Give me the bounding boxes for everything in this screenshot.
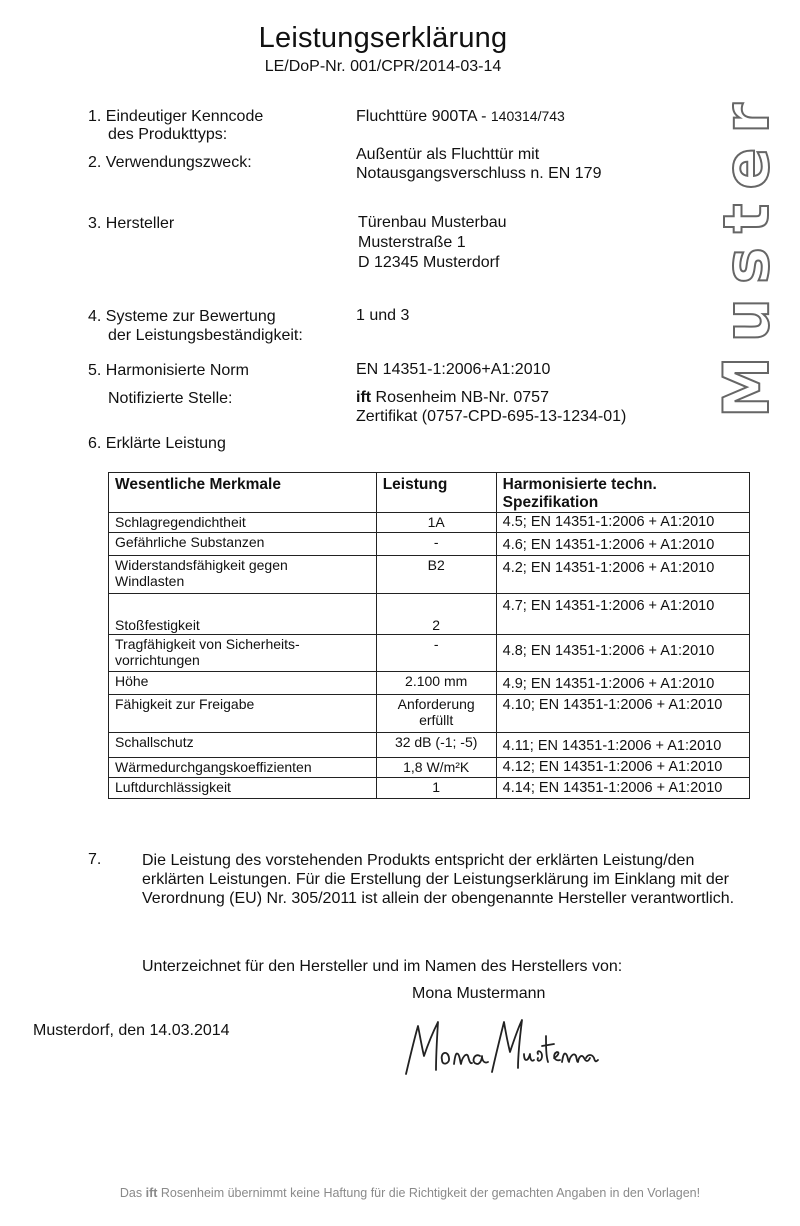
table-row [109, 672, 750, 695]
table-row [109, 758, 750, 778]
signer-name: Mona Mustermann [412, 985, 546, 1002]
row-performance: 1 [376, 778, 496, 799]
item-1-label-cont: des Produkttyps: [108, 126, 228, 143]
document-number: LE/DoP-Nr. 001/CPR/2014-03-14 [264, 58, 502, 75]
row-spec: 4.10; EN 14351-1:2006 + A1:2010 [496, 695, 749, 733]
table-header-row [109, 473, 750, 513]
row-spec: 4.14; EN 14351-1:2006 + A1:2010 [496, 778, 749, 799]
manufacturer-name: Türenbau Musterbau [358, 214, 507, 231]
item-6-label: 6. Erklärte Leistung [88, 435, 226, 452]
item-7-number: 7. [88, 851, 102, 868]
row-feature: Tragfähigkeit von Sicherheits-vorrichtungen [109, 635, 377, 672]
handwritten-signature [400, 1012, 600, 1084]
row-performance: B2 [376, 556, 496, 594]
row-spec: 4.8; EN 14351-1:2006 + A1:2010 [496, 635, 749, 672]
row-performance: Anforderung erfüllt [376, 695, 496, 733]
row-performance: 2.100 mm [376, 672, 496, 695]
muster-watermark: Muster [710, 88, 783, 418]
header-performance: Leistung [376, 473, 496, 513]
product-name: Fluchttüre 900TA - [356, 108, 491, 125]
row-performance: - [376, 533, 496, 556]
footer-pre: Das [119, 1186, 146, 1200]
row-feature: Gefährliche Substanzen [109, 533, 377, 556]
row-spec: 4.2; EN 14351-1:2006 + A1:2010 [496, 556, 749, 594]
row-spec: 4.7; EN 14351-1:2006 + A1:2010 [496, 594, 749, 635]
row-performance: - [376, 635, 496, 672]
row-performance: 32 dB (-1; -5) [376, 733, 496, 758]
row-spec: 4.11; EN 14351-1:2006 + A1:2010 [496, 733, 749, 758]
disclaimer-footer [0, 1186, 800, 1200]
row-spec: 4.5; EN 14351-1:2006 + A1:2010 [496, 513, 749, 533]
table-row [109, 594, 750, 635]
document-title: Leistungserklärung [258, 22, 508, 54]
item-4-label: 4. Systeme zur Bewertung [88, 308, 276, 325]
row-feature: Luftdurchlässigkeit [109, 778, 377, 799]
item-4-value: 1 und 3 [356, 307, 410, 324]
row-performance: 1A [376, 513, 496, 533]
table-row [109, 778, 750, 799]
item-2-value-2: Notausgangsverschluss n. EN 179 [356, 165, 602, 182]
header-feature: Wesentliche Merkmale [109, 473, 377, 513]
row-feature: Widerstandsfähigkeit gegen Windlasten [109, 556, 377, 594]
notified-body-rest: Rosenheim NB-Nr. 0757 [371, 389, 549, 406]
place-date: Musterdorf, den 14.03.2014 [33, 1022, 230, 1039]
table-row [109, 513, 750, 533]
row-feature: Wärmedurchgangskoeffizienten [109, 758, 377, 778]
item-1-value [356, 106, 565, 127]
row-spec: 4.12; EN 14351-1:2006 + A1:2010 [496, 758, 749, 778]
row-spec: 4.6; EN 14351-1:2006 + A1:2010 [496, 533, 749, 556]
notified-body-bold: ift [356, 389, 372, 406]
table-row [109, 635, 750, 672]
notified-body-value [356, 388, 549, 408]
performance-table [108, 472, 750, 799]
table-row [109, 695, 750, 733]
footer-post: Rosenheim übernimmt keine Haftung für die Richtigkeit der gemachten Angaben in den Vorlagen! [157, 1186, 701, 1200]
table-row [109, 556, 750, 594]
item-5-label: 5. Harmonisierte Norm [88, 362, 249, 379]
declaration-text: Die Leistung des vorstehenden Produkts entspricht der erklärten Leistung/den erklärten Leistungen. Für die Erstellung der Leistungserklärung im Einklang mit der Verordnung (EU) Nr. 305/2011 ist allein der obengenannte Hersteller verantwortlich. [142, 852, 735, 907]
manufacturer-street: Musterstraße 1 [358, 234, 466, 251]
item-5-value: EN 14351-1:2006+A1:2010 [356, 361, 551, 378]
row-feature: Fähigkeit zur Freigabe [109, 695, 377, 733]
item-3-label: 3. Hersteller [88, 215, 175, 232]
item-2-value-1: Außentür als Fluchttür mit [356, 146, 540, 163]
item-2-label: 2. Verwendungszweck: [88, 154, 252, 171]
row-feature: Schlagregendichtheit [109, 513, 377, 533]
manufacturer-city: D 12345 Musterdorf [358, 254, 500, 271]
row-feature: Höhe [109, 672, 377, 695]
footer-bold: ift [145, 1186, 158, 1200]
table-row [109, 733, 750, 758]
signed-for-line: Unterzeichnet für den Hersteller und im Namen des Herstellers von: [142, 958, 623, 975]
item-1-label: 1. Eindeutiger Kenncode [88, 108, 264, 125]
certificate-number: Zertifikat (0757-CPD-695-13-1234-01) [356, 408, 627, 425]
product-code: 140314/743 [490, 108, 565, 124]
item-4-label-cont: der Leistungsbeständigkeit: [108, 327, 303, 344]
notified-body-label: Notifizierte Stelle: [108, 390, 233, 407]
row-feature: Schallschutz [109, 733, 377, 758]
row-performance: 1,8 W/m²K [376, 758, 496, 778]
table-row [109, 533, 750, 556]
row-performance: 2 [376, 594, 496, 635]
row-spec: 4.9; EN 14351-1:2006 + A1:2010 [496, 672, 749, 695]
row-feature: Stoßfestigkeit [109, 594, 377, 635]
header-spec: Harmonisierte techn. Spezifikation [496, 473, 749, 513]
